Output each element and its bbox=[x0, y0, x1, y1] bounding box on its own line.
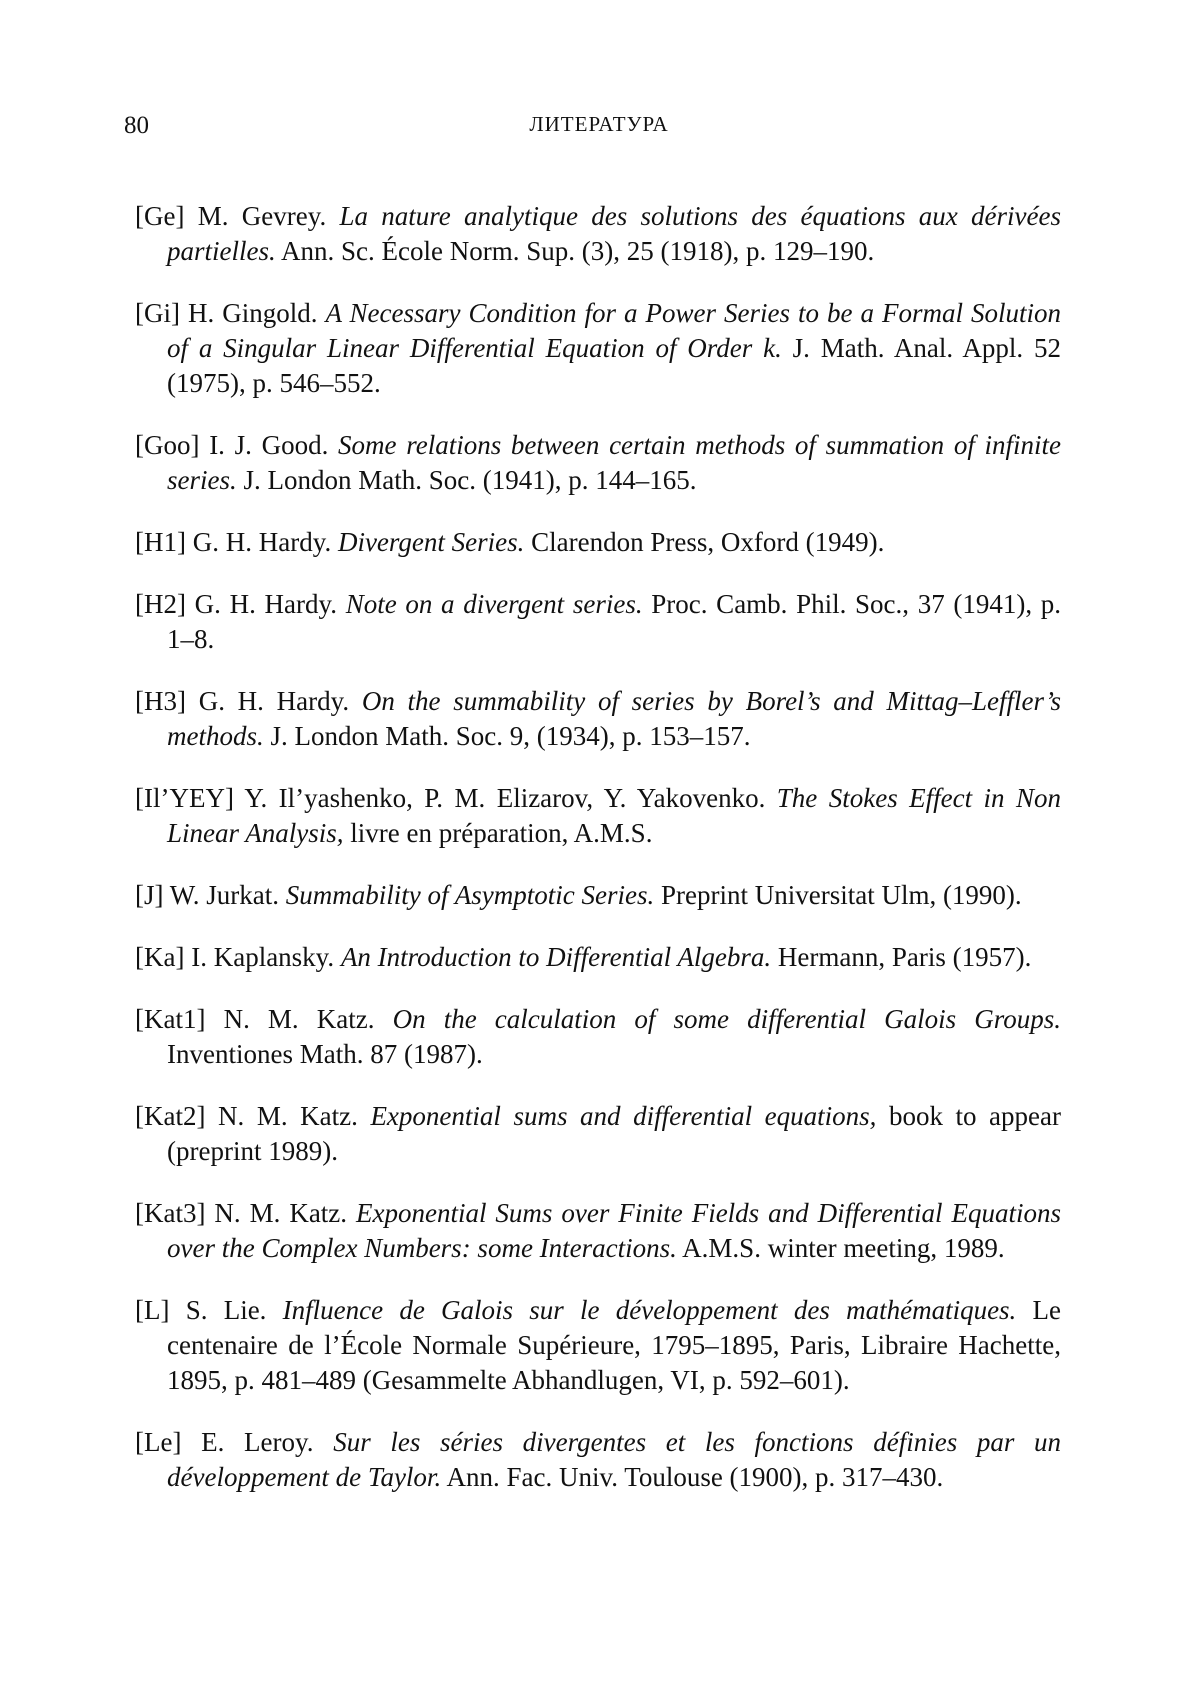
reference-entry bbox=[135, 1425, 1061, 1495]
reference-entry bbox=[135, 587, 1061, 657]
reference-key: [Ka] bbox=[135, 942, 185, 972]
reference-source: Hermann, Paris (1957). bbox=[777, 942, 1032, 972]
reference-key: [H3] bbox=[135, 686, 186, 716]
page-header bbox=[124, 112, 1074, 152]
reference-title: Influence de Galois sur le développement des mathématiques. bbox=[282, 1295, 1017, 1325]
reference-authors: W. Jurkat. bbox=[169, 880, 280, 910]
reference-source: Inventiones Math. 87 (1987). bbox=[167, 1039, 483, 1069]
reference-key: [H2] bbox=[135, 589, 186, 619]
reference-title: A Necessary Condition for a Power Series to be a Formal Solution of a Singular Linear Differential Equation of Order k. bbox=[167, 298, 1062, 363]
reference-key: [Le] bbox=[135, 1427, 182, 1457]
reference-entry bbox=[135, 199, 1061, 269]
reference-source: book to appear (preprint 1989). bbox=[167, 1101, 1061, 1166]
reference-title: Divergent Series. bbox=[337, 527, 525, 557]
reference-source: Ann. Fac. Univ. Toulouse (1900), p. 317–430. bbox=[446, 1462, 944, 1492]
reference-source: J. London Math. Soc. 9, (1934), p. 153–157. bbox=[270, 721, 751, 751]
reference-title: The Stokes Effect in Non Linear Analysis, bbox=[167, 783, 1062, 848]
reference-entry bbox=[135, 878, 1061, 913]
reference-source: J. Math. Anal. Appl. 52 (1975), p. 546–552. bbox=[167, 333, 1061, 398]
reference-entry bbox=[135, 781, 1061, 851]
reference-key: [Kat1] bbox=[135, 1004, 206, 1034]
reference-key: [J] bbox=[135, 880, 164, 910]
page-number: 80 bbox=[124, 112, 149, 139]
reference-source: J. London Math. Soc. (1941), p. 144–165. bbox=[243, 465, 697, 495]
reference-title: An Introduction to Differential Algebra. bbox=[340, 942, 772, 972]
reference-title: Exponential sums and differential equations, bbox=[370, 1101, 877, 1131]
reference-key: [H1] bbox=[135, 527, 186, 557]
reference-title: Some relations between certain methods of summation of infinite series. bbox=[167, 430, 1062, 495]
reference-authors: H. Gingold. bbox=[188, 298, 318, 328]
reference-authors: N. M. Katz. bbox=[218, 1101, 358, 1131]
reference-entry bbox=[135, 296, 1061, 401]
reference-authors: G. H. Hardy. bbox=[192, 527, 332, 557]
reference-title: Exponential Sums over Finite Fields and Differential Equations over the Complex Numbers: some Interactions. bbox=[167, 1198, 1062, 1263]
reference-source: Preprint Universitat Ulm, (1990). bbox=[660, 880, 1022, 910]
reference-key: [L] bbox=[135, 1295, 170, 1325]
reference-authors: S. Lie. bbox=[185, 1295, 267, 1325]
reference-title: La nature analytique des solutions des équations aux dérivées partielles. bbox=[167, 201, 1061, 266]
reference-authors: E. Leroy. bbox=[201, 1427, 314, 1457]
reference-entry bbox=[135, 940, 1061, 975]
reference-list bbox=[135, 172, 1061, 1516]
reference-source: A.M.S. winter meeting, 1989. bbox=[682, 1233, 1005, 1263]
reference-key: [Gi] bbox=[135, 298, 180, 328]
reference-entry bbox=[135, 1002, 1061, 1072]
reference-authors: G. H. Hardy. bbox=[194, 589, 337, 619]
reference-source: Ann. Sc. École Norm. Sup. (3), 25 (1918), p. 129–190. bbox=[281, 236, 875, 266]
reference-source: Le centenaire de l’École Normale Supérieure, 1795–1895, Paris, Libraire Hachette, 1895, p. 481–489 (Gesammelte Abhandlugen, VI, p. 592–601). bbox=[167, 1295, 1062, 1395]
reference-key: [Goo] bbox=[135, 430, 200, 460]
reference-entry bbox=[135, 1293, 1061, 1398]
reference-title: Summability of Asymptotic Series. bbox=[285, 880, 655, 910]
reference-authors: M. Gevrey. bbox=[197, 201, 327, 231]
reference-title: On the summability of series by Borel’s and Mittag–Leffler’s methods. bbox=[167, 686, 1062, 751]
reference-entry bbox=[135, 1196, 1061, 1266]
reference-title: Sur les séries divergentes et les fonctions définies par un développement de Taylor. bbox=[167, 1427, 1062, 1492]
reference-authors: G. H. Hardy. bbox=[198, 686, 350, 716]
reference-authors: I. J. Good. bbox=[209, 430, 329, 460]
reference-source: Clarendon Press, Oxford (1949). bbox=[531, 527, 885, 557]
reference-key: [Il’YEY] bbox=[135, 783, 234, 813]
reference-entry bbox=[135, 428, 1061, 498]
reference-authors: I. Kaplansky. bbox=[191, 942, 335, 972]
reference-title: On the calculation of some differential Galois Groups. bbox=[392, 1004, 1062, 1034]
reference-authors: N. M. Katz. bbox=[214, 1198, 348, 1228]
running-head: ЛИТЕРАТУРА bbox=[529, 112, 669, 136]
reference-authors: Y. Il’yashenko, P. M. Elizarov, Y. Yakovenko. bbox=[244, 783, 766, 813]
reference-key: [Kat2] bbox=[135, 1101, 206, 1131]
reference-key: [Kat3] bbox=[135, 1198, 206, 1228]
reference-title: Note on a divergent series. bbox=[345, 589, 643, 619]
reference-authors: N. M. Katz. bbox=[223, 1004, 375, 1034]
reference-entry bbox=[135, 525, 1061, 560]
reference-entry bbox=[135, 684, 1061, 754]
reference-source: Proc. Camb. Phil. Soc., 37 (1941), p. 1–8. bbox=[167, 589, 1062, 654]
reference-entry bbox=[135, 1099, 1061, 1169]
reference-source: livre en préparation, A.M.S. bbox=[350, 818, 653, 848]
reference-key: [Ge] bbox=[135, 201, 185, 231]
